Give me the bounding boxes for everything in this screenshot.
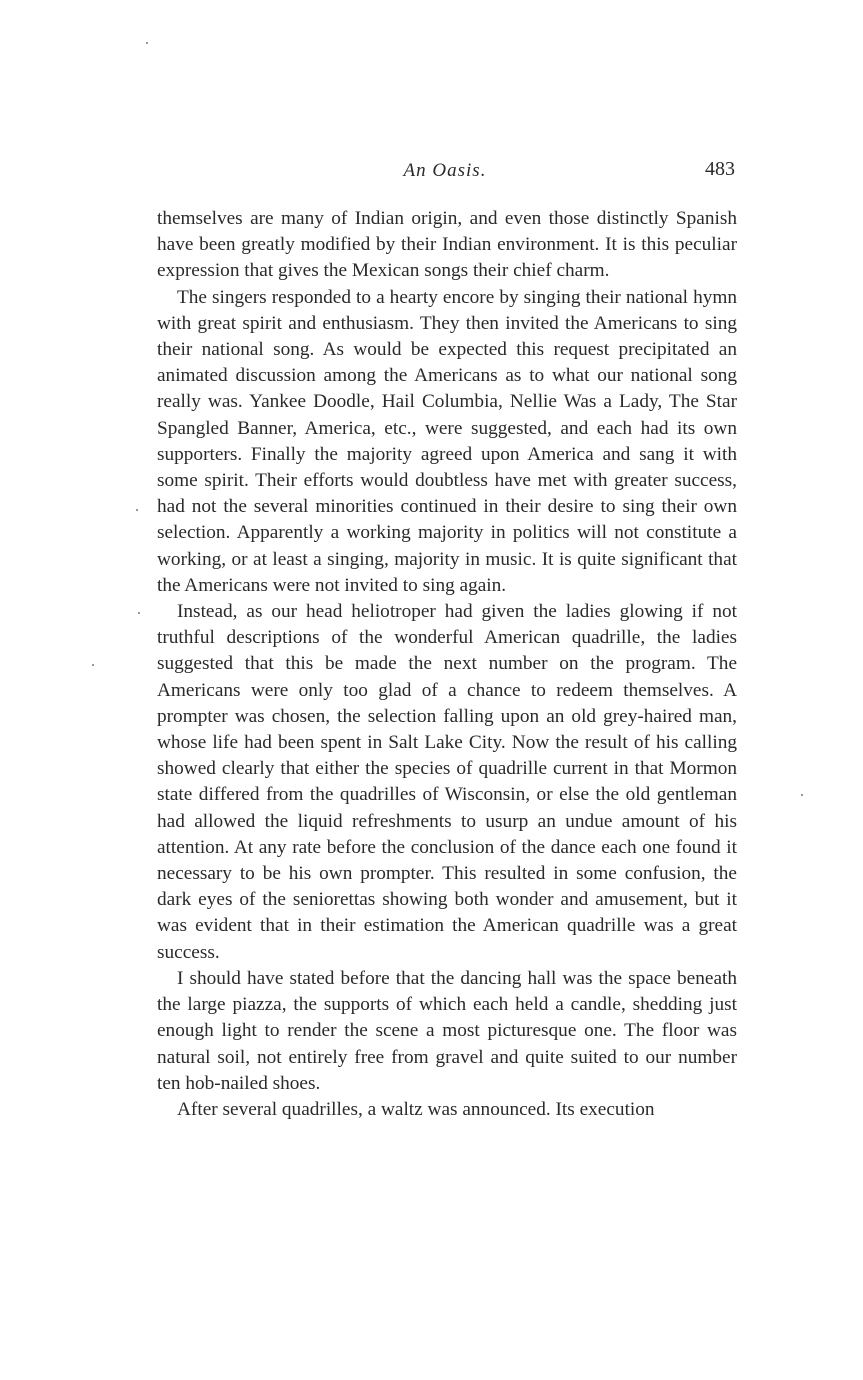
body-text [157, 206, 737, 1123]
paragraph-dancing-hall: I should have stated before that the dancing hall was the space beneath the large piazza, the supports of which each held a candle, shedding just enough light to render the scene a most picturesque one. The floor was natural soil, not entirely free from gravel and quite suited to our number ten hob-nailed shoes. [157, 967, 737, 1094]
running-title: An Oasis. [403, 160, 487, 181]
paper-speck [138, 612, 140, 614]
paragraph-waltz: After several quadrilles, a waltz was announced. Its execution [177, 1098, 655, 1120]
paper-speck [92, 664, 94, 666]
paragraph-singers: The singers responded to a hearty encore by singing their national hymn with great spirit and enthusiasm. They then invited the Americans to sing their national song. As would be expected this request precipitated an animated discussion among the Americans as to what our national song really was. Yankee Doodle, Hail Columbia, Nellie Was a Lady, The Star Spangled Banner, America, etc., were suggested, and each had its own supporters. Finally the majority agreed upon America and sang it with some spirit. Their efforts would doubtless have met with greater success, had not the several minorities continued in their desire to sing their own selection. Apparently a working majority in politics will not constitute a working, or at least a singing, majority in music. It is quite significant that the Americans were not invited to sing again. [157, 286, 737, 596]
paper-speck [801, 794, 803, 796]
paragraph-quadrille: Instead, as our head heliotroper had given the ladies glowing if not truthful descriptions of the wonderful American quadrille, the ladies suggested that this be made the next number on the program. The Americans were only too glad of a chance to redeem themselves. A prompter was chosen, the selection falling upon an old grey-haired man, whose life had been spent in Salt Lake City. Now the result of his calling showed clearly that either the species of quadrille current in that Mormon state differed from the quadrilles of Wisconsin, or else the old gentleman had allowed the liquid refreshments to usurp an undue amount of his attention. At any rate before the conclusion of the dance each one found it necessary to be his own prompter. This resulted in some confusion, the dark eyes of the seniorettas showing both wonder and amusement, but it was evident that in their estimation the American quadrille was a great success. [157, 601, 737, 963]
paper-speck [146, 42, 148, 44]
page-number: 483 [705, 158, 735, 180]
paper-speck [136, 509, 138, 511]
paragraph-continued: themselves are many of Indian origin, and even those distinctly Spanish have been greatly modified by their Indian environment. It is this peculiar expression that gives the Mexican songs their chief charm. [157, 208, 737, 282]
running-head [155, 158, 735, 188]
